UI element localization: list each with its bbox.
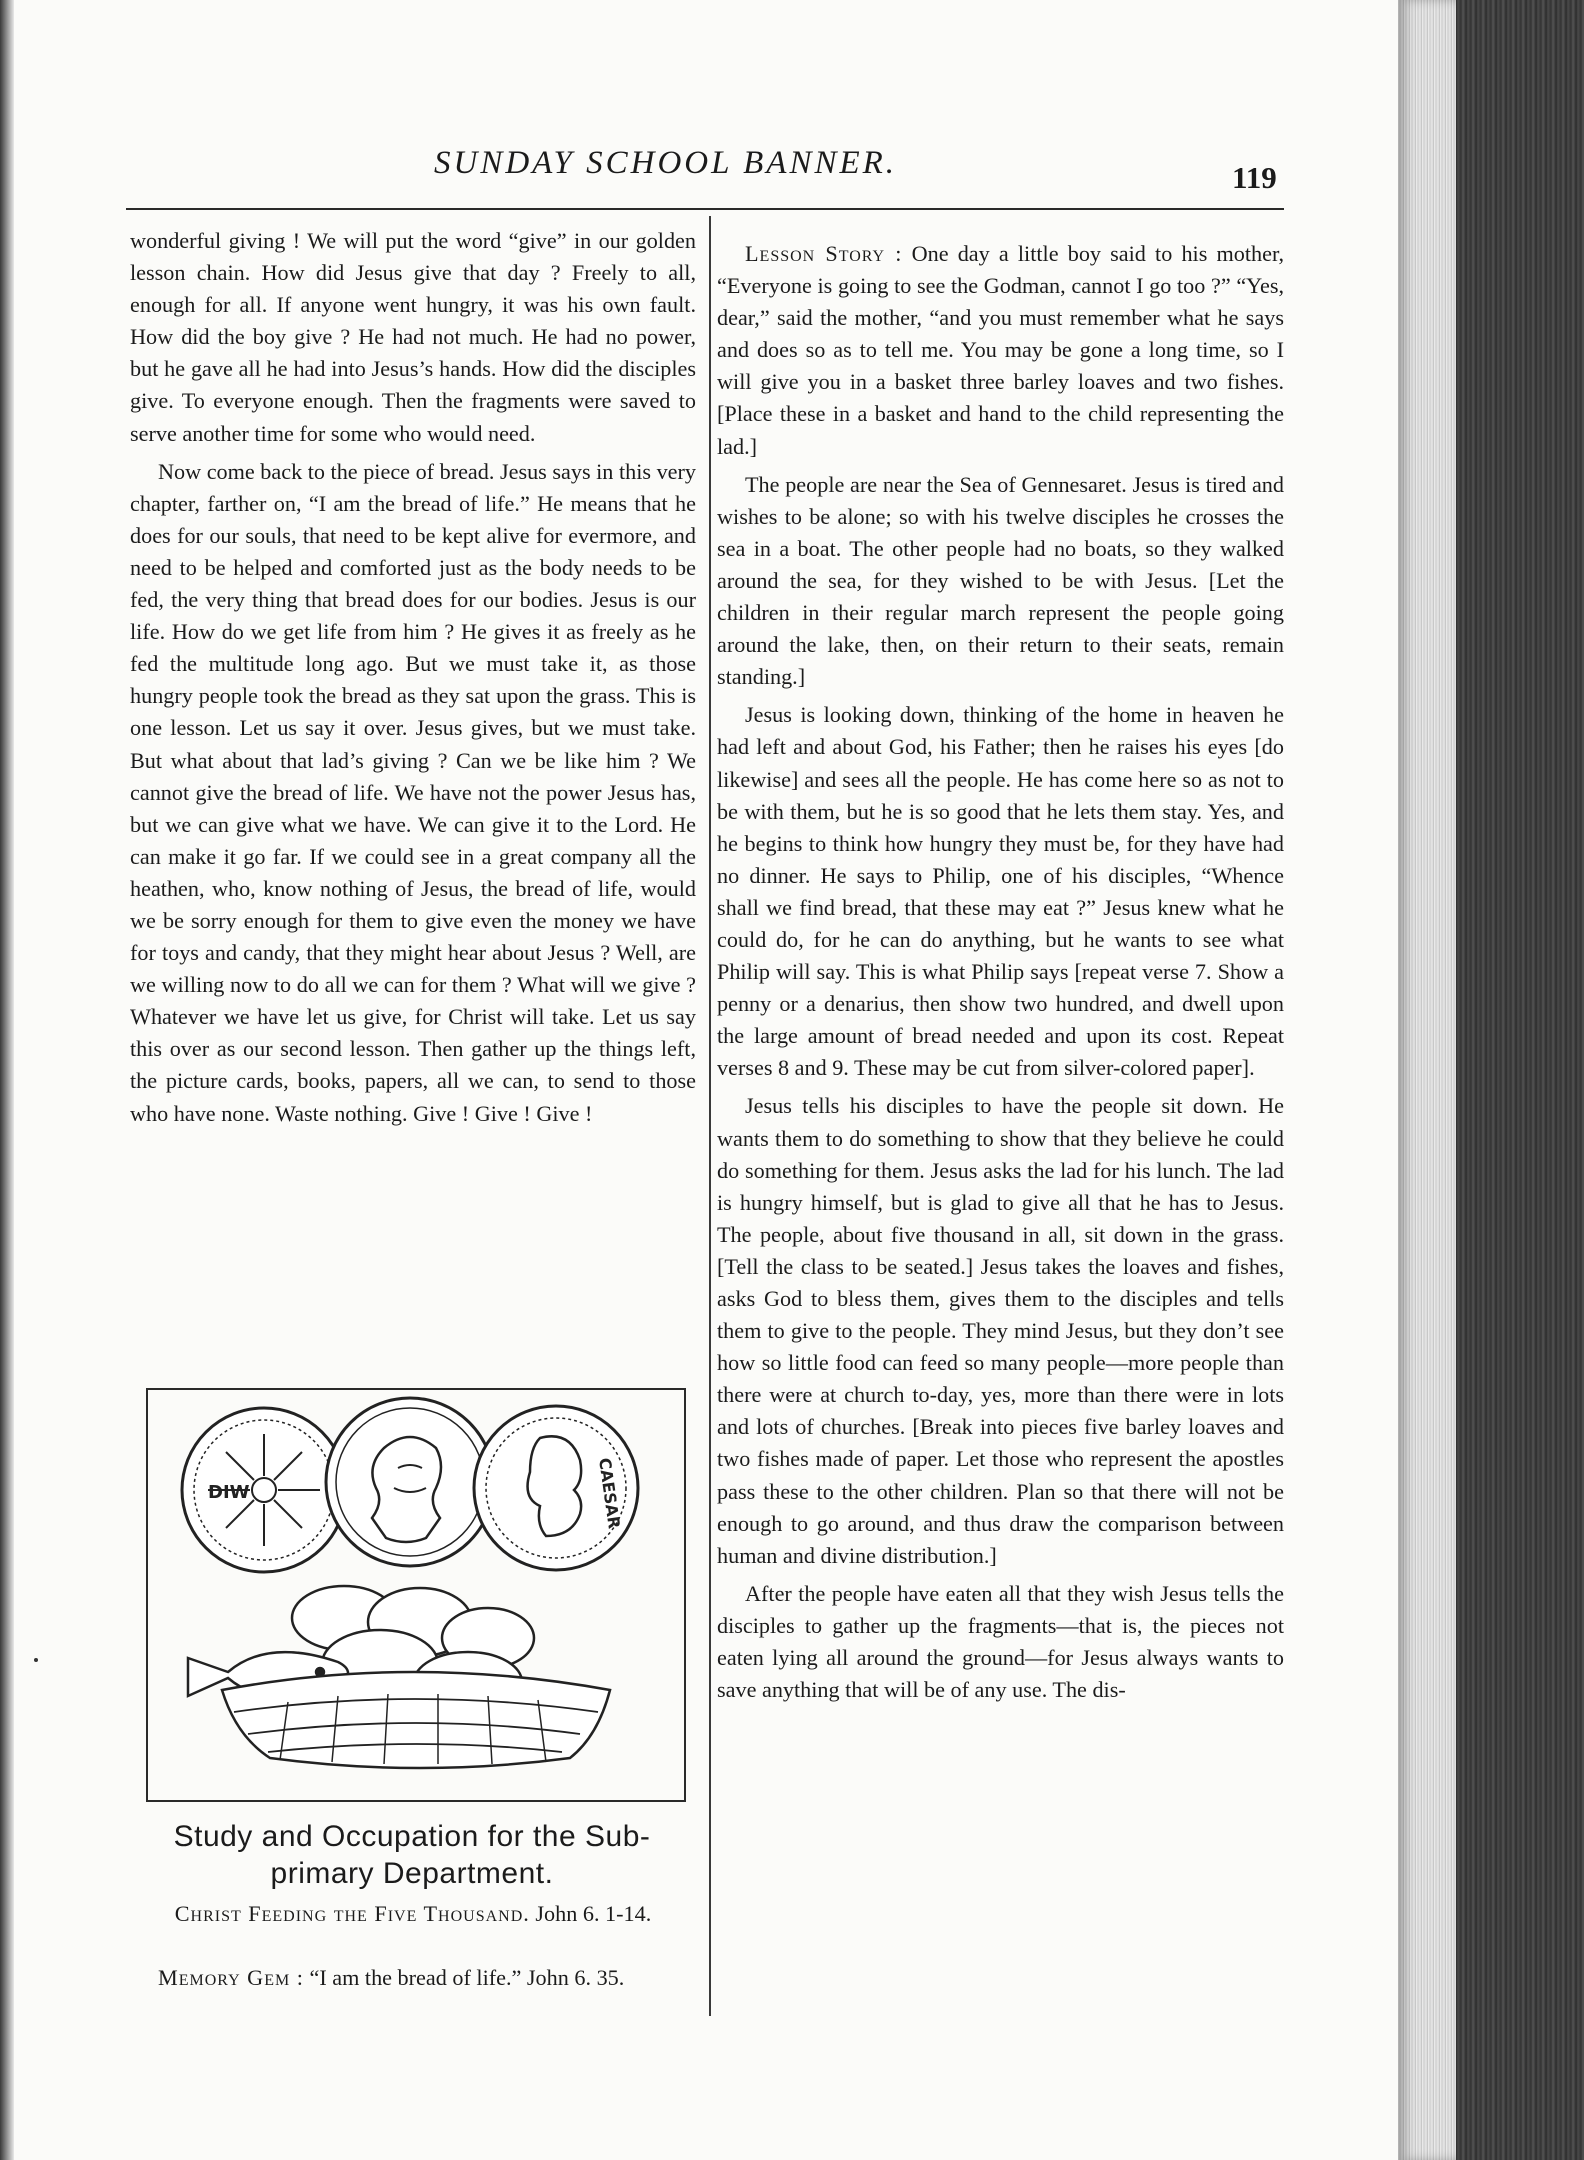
paragraph: The people are near the Sea of Gennesaret. Jesus is tired and wishes to be alone; so with his twelve disciples he crosses the sea in a boat. The other people had no boats, so they walked around the sea, for they wished to be with Jesus. [Let the children in their regular march represent the people going around the lake, then, on their return to their seats, remain standing.]: [717, 471, 1284, 690]
memory-gem-text: “I am the bread of life.” John 6. 35.: [309, 1965, 625, 1990]
lesson-title: Christ Feeding the Five Thousand.: [174, 1901, 530, 1926]
book-cover-edge: [1456, 0, 1584, 2160]
scan-speck: [34, 1658, 38, 1662]
coin-left: [182, 1408, 346, 1572]
paragraph-text: One day a little boy said to his mother, “Everyone is going to see the Godman, cannot I go too ?” “Yes, dear,” said the mother, “and you must remember what he says and does so as to tell me. You may be gone a long time, so I will give you in a basket three barley loaves and two fishes. [Place these in a basket and hand to the child representing the lad.]: [717, 241, 1285, 459]
paragraph: [717, 238, 1284, 463]
lesson-story-label: Lesson Story :: [745, 241, 903, 266]
lesson-title-line: [130, 1898, 696, 1930]
illustration-drawing: [148, 1390, 684, 1800]
coin-right: [474, 1406, 638, 1570]
paragraph: wonderful giving ! We will put the word “give” in our golden lesson chain. How did Jesus give that day ? Freely to all, enough for all. If anyone went hungry, it was his own fault. How did the boy give ? He had not much. He had no power, but he gave all he had into Jesus’s hands. How did the disciples give. To everyone enough. Then the fragments were saved to serve another time for some who would need.: [130, 228, 696, 446]
coin-left-inscription: DIW: [208, 1482, 250, 1503]
binding-left-edge: [0, 0, 14, 2160]
column-divider: [709, 216, 711, 2016]
coins-and-basket-illustration: [146, 1388, 686, 1802]
header-rule: [126, 208, 1284, 210]
coin-middle: [326, 1398, 494, 1566]
paragraph: Jesus tells his disciples to have the people sit down. He wants them to do something to show that they believe he could do something for them. Jesus asks the lad for his lunch. The lad is hungry himself, but is glad to give all that he has to Jesus. The people, about five thousand in all, sit down in the grass. [Tell the class to be seated.] Jesus takes the loaves and fishes, asks God to bless them, gives them to the disciples and tells them to give to the people. They mind Jesus, but they don’t see how so little food can feed so many people—more people than there were at church to-day, yes, more than there were in lots and lots of churches. [Break into pieces five barley loaves and two fishes made of paper. Let those who represent the apostles pass these to the other children. Plan so that there will not be enough to go around, and thus draw the comparison between human and divine distribution.]: [717, 1093, 1284, 1568]
memory-gem-label: Memory Gem :: [158, 1965, 304, 1990]
paragraph: After the people have eaten all that they wish Jesus tells the disciples to gather up the fragments—that is, the pieces not eaten lying all around the ground—for Jesus always wants to save anything that will be of any use. The dis-: [717, 1580, 1284, 1703]
lesson-reference: John 6. 1-14.: [535, 1901, 652, 1926]
paragraph: Jesus is looking down, thinking of the home in heaven he had left and about God, his Father; then he raises his eyes [do likewise] and sees all the people. He has come here so as not to be with them, but he is so good that he lets them stay. Yes, and he begins to think how hungry they must be, for they have had no dinner. He says to Philip, one of his disciples, “Whence shall we find bread, that these may eat ?” Jesus knew what he could do, for he can do anything, but he wants to see what Philip will say. This is what Philip says [repeat verse 7. Show a penny or a denarius, then show two hundred, and dwell upon the large amount of bread needed and upon its cost. Repeat verses 8 and 9. These may be cut from silver-colored paper].: [717, 702, 1284, 1081]
heading-line-1: Study and Occupation for the Sub-: [173, 1820, 651, 1853]
right-column: [717, 238, 1284, 1712]
memory-gem-line: [130, 1962, 696, 1994]
book-page: [14, 0, 1398, 2160]
book-page-stack: [1398, 0, 1456, 2160]
subprimary-heading: [122, 1818, 702, 1892]
coin-right-inscription: CAESAR: [595, 1456, 624, 1530]
running-head: SUNDAY SCHOOL BANNER.: [434, 145, 898, 181]
page-number: 119: [1232, 160, 1277, 195]
basket: [222, 1672, 610, 1768]
paragraph: Now come back to the piece of bread. Jesus says in this very chapter, farther on, “I am the bread of life.” He means that he does for our souls, that need to be kept alive for evermore, and need to be helped and comforted just as the body needs to be fed, the very thing that bread does for our bodies. Jesus is our life. How do we get life from him ? He gives it as freely as he fed the multitude long ago. But we must take it, as those hungry people took the bread as they sat upon the grass. This is one lesson. Let us say it over. Jesus gives, but we must take. But what about that lad’s giving ? Can we be like him ? We cannot give the bread of life. We have not the power Jesus has, but we can give what we have. We can give it to the Lord. He can make it go far. If we could see in a great company all the heathen, who, know nothing of Jesus, the bread of life, would we be sorry enough for them to give even the money we have for toys and candy, that they might hear about Jesus ? Well, are we willing now to do all we can for them ? What will we give ? Whatever we have let us give, for Christ will take. Let us say this over as our second lesson. Then gather up the things left, the picture cards, books, papers, all we can, to send to those who have none. Waste nothing. Give ! Give ! Give !: [130, 458, 696, 1126]
left-column: [130, 225, 696, 1136]
heading-line-2: primary Department.: [270, 1857, 554, 1890]
